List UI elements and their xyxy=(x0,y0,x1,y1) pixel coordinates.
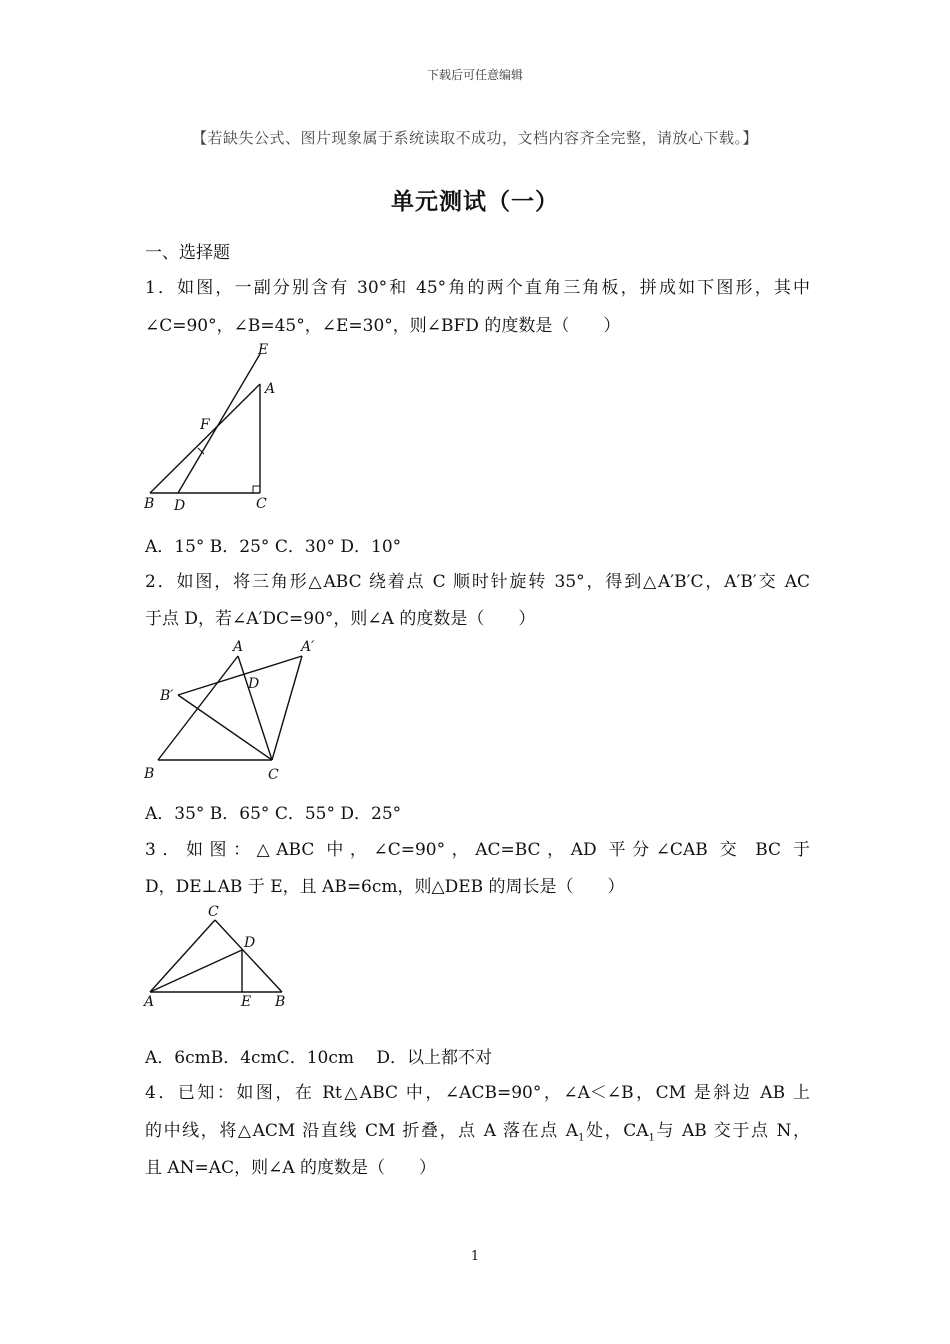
q2-text-line1: 2．如图，将三角形△ABC 绕着点 C 顺时针旋转 35°，得到△A′B′C，A′B′交 AC xyxy=(145,572,810,592)
q2-options: A．35° B．65° C．55° D．25° xyxy=(145,804,402,824)
q4-text-line3: 且 AN=AC，则∠A 的度数是（ ） xyxy=(145,1158,437,1178)
q4-text-line1: 4．已知：如图，在 Rt△ABC 中，∠ACB=90°，∠A＜∠B，CM 是斜边 AB 上 xyxy=(145,1083,810,1103)
q3-label-c: C xyxy=(208,904,219,920)
q1-segment-de xyxy=(178,354,260,493)
q4-text-line2-part1: 的中线，将△ACM 沿直线 CM 折叠，点 A 落在点 A xyxy=(145,1121,579,1141)
q2-figure xyxy=(140,632,330,792)
q4-text-line2 xyxy=(145,1116,810,1143)
q1-label-c: C xyxy=(256,496,267,512)
q2-segment-ac xyxy=(238,656,272,760)
q3-segment-ad xyxy=(150,950,242,992)
q1-label-b: B xyxy=(144,496,155,512)
q2-label-b: B xyxy=(144,766,155,782)
q4-subscript-1: 1 xyxy=(578,1132,585,1144)
q2-label-c: C xyxy=(268,767,279,783)
q4-text-line2-part3: 与 AB 交于点 N， xyxy=(654,1121,810,1141)
q1-segment-ba xyxy=(150,384,260,493)
q1-label-a: A xyxy=(265,381,276,397)
page-number: 1 xyxy=(470,1249,480,1264)
q3-label-a: A xyxy=(144,994,155,1010)
missing-content-notice: 【若缺失公式、图片现象属于系统读取不成功，文档内容齐全完整，请放心下载。】 xyxy=(191,129,758,147)
q2-segment-a1c xyxy=(272,656,302,760)
q2-label-b-prime: B′ xyxy=(160,688,174,704)
q2-label-a-prime: A′ xyxy=(301,639,315,655)
q3-label-b: B xyxy=(275,994,286,1010)
q3-text-line2: D，DE⊥AB 于 E，且 AB=6cm，则△DEB 的周长是（ ） xyxy=(145,877,625,897)
q1-label-e: E xyxy=(258,342,269,358)
q1-text-line2: ∠C=90°，∠B=45°，∠E=30°，则∠BFD 的度数是（ ） xyxy=(145,316,621,336)
q1-options: A．15° B．25° C．30° D．10° xyxy=(145,537,402,557)
q1-label-d: D xyxy=(174,498,186,514)
q4-text-line2-part2: 处，CA xyxy=(584,1121,649,1141)
q3-options: A．6cmB．4cmC．10cm D．以上都不对 xyxy=(145,1048,492,1068)
q1-label-f: F xyxy=(200,417,210,433)
q2-segment-b1c xyxy=(178,695,272,760)
q4-subscript-2: 1 xyxy=(648,1132,655,1144)
q3-label-e: E xyxy=(241,994,252,1010)
q1-text-line1: 1．如图，一副分别含有 30°和 45°角的两个直角三角板，拼成如下图形，其中 xyxy=(145,278,810,298)
q2-label-d: D xyxy=(248,676,260,692)
page-header: 下载后可任意编辑 xyxy=(426,68,523,82)
section-heading: 一、选择题 xyxy=(145,243,230,263)
q3-segment-cb xyxy=(215,920,282,992)
q3-segment-ac xyxy=(150,920,215,992)
q2-text-line2: 于点 D，若∠A′DC=90°，则∠A 的度数是（ ） xyxy=(145,609,536,629)
document-title: 单元测试（一） xyxy=(391,188,559,215)
q3-label-d: D xyxy=(244,935,256,951)
q3-text-line1: 3．如图：△ABC 中，∠C=90°，AC=BC，AD 平分∠CAB 交 BC 于 xyxy=(145,840,810,860)
q3-figure xyxy=(140,900,300,1015)
q1-figure xyxy=(140,338,290,518)
q2-label-a: A xyxy=(233,639,244,655)
